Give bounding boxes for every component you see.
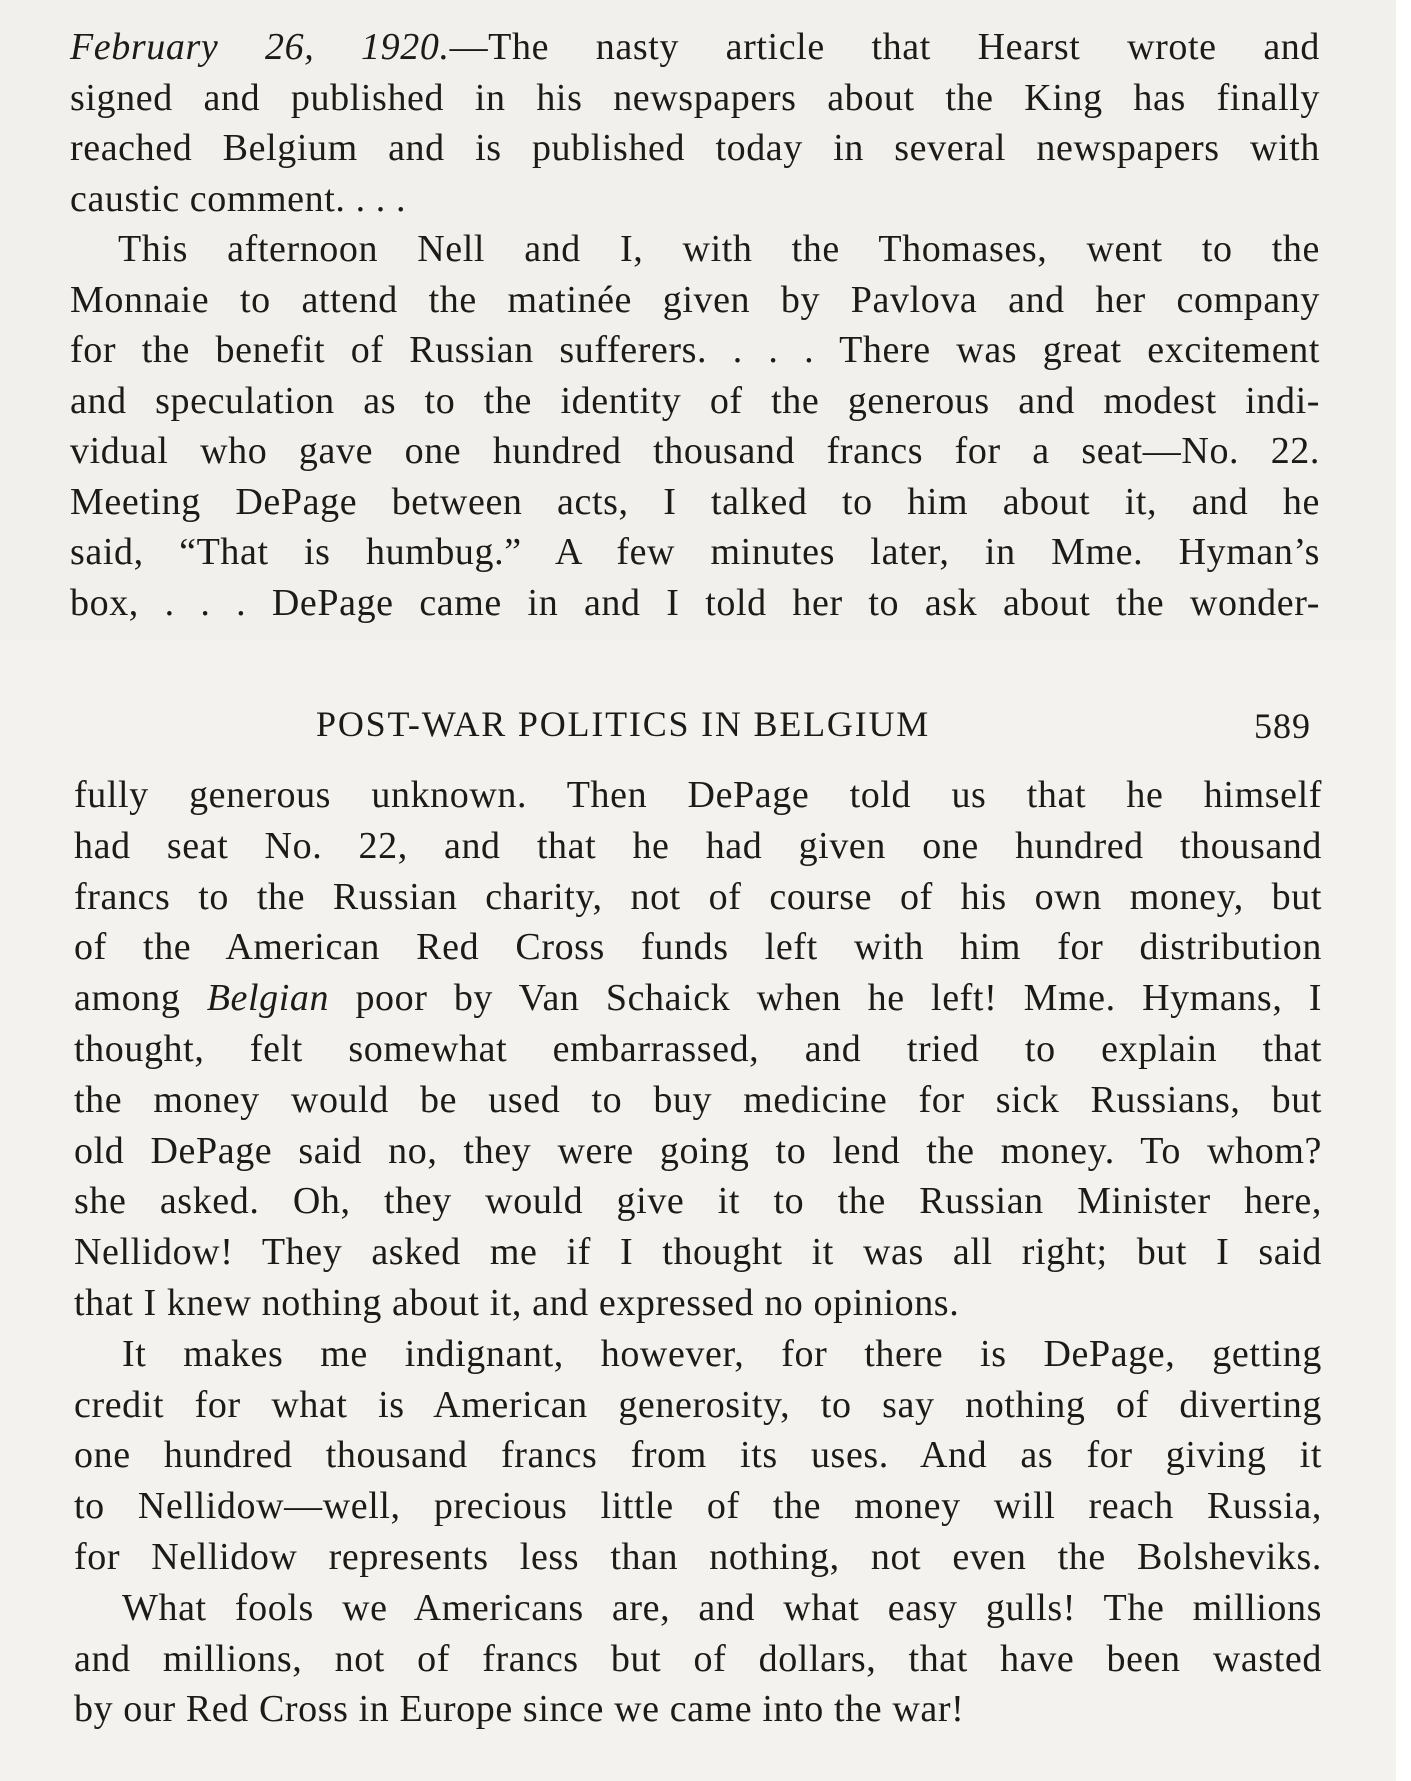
- text-line: reached Belgium and is published today in several newspapers with: [70, 127, 1320, 169]
- text-line: francs to the Russian charity, not of course of his own money, but: [74, 875, 1322, 918]
- text-line: This afternoon Nell and I, with the Thomases, went to the: [118, 228, 1320, 270]
- page-number: 589: [1254, 706, 1311, 746]
- text-line: said, “That is humbug.” A few minutes later, in Mme. Hyman’s: [70, 531, 1320, 573]
- text-line: to Nellidow—well, precious little of the money will reach Russia,: [74, 1485, 1322, 1528]
- text-line: for the benefit of Russian sufferers. . . . There was great excitement: [70, 329, 1320, 371]
- text-line: had seat No. 22, and that he had given one hundred thousand: [74, 824, 1322, 867]
- text-line: box, . . . DePage came in and I told her to ask about the wonder-: [70, 581, 1320, 624]
- text-line: thought, felt somewhat embarrassed, and tried to explain that: [74, 1027, 1322, 1070]
- diary-entry-fragment: [70, 22, 1320, 628]
- text-line: by our Red Cross in Europe since we came into the war!: [74, 1688, 965, 1731]
- text-line: she asked. Oh, they would give it to the Russian Minister here,: [74, 1180, 1322, 1223]
- text-line: of the American Red Cross funds left with him for distribution: [74, 926, 1322, 969]
- text-line: one hundred thousand francs from its uses. And as for giving it: [74, 1434, 1322, 1477]
- text-line: among Belgian poor by Van Schaick when he left! Mme. Hymans, I: [74, 977, 1322, 1020]
- text-line: It makes me indignant, however, for there is DePage, getting: [122, 1332, 1322, 1375]
- text-line: Meeting DePage between acts, I talked to him about it, and he: [70, 480, 1320, 523]
- text-line: and speculation as to the identity of the generous and modest indi-: [70, 379, 1320, 422]
- text-line: signed and published in his newspapers about the King has finally: [70, 76, 1320, 119]
- running-head-title: POST-WAR POLITICS IN BELGIUM: [316, 704, 931, 744]
- text-line: Nellidow! They asked me if I thought it was all right; but I said: [74, 1231, 1322, 1274]
- text-line: Monnaie to attend the matinée given by Pavlova and her company: [70, 278, 1320, 321]
- text-line: fully generous unknown. Then DePage told us that he himself: [74, 774, 1322, 816]
- text-line: the money would be used to buy medicine for sick Russians, but: [74, 1078, 1322, 1121]
- text-line: for Nellidow represents less than nothing, not even the Bolsheviks.: [74, 1535, 1322, 1578]
- italic-word: Belgian: [206, 977, 330, 1020]
- entry-date: February 26, 1920.: [70, 26, 450, 68]
- text-line: that I knew nothing about it, and expressed no opinions.: [74, 1281, 960, 1324]
- text-line: caustic comment. . . .: [70, 177, 407, 220]
- page-body: [74, 770, 1322, 1735]
- text-line: What fools we Americans are, and what easy gulls! The millions: [122, 1586, 1322, 1629]
- text-line: credit for what is American generosity, to say nothing of diverting: [74, 1383, 1322, 1426]
- text-line: old DePage said no, they were going to lend the money. To whom?: [74, 1129, 1322, 1172]
- text-line: vidual who gave one hundred thousand francs for a seat—No. 22.: [70, 430, 1320, 472]
- page-edge: [1396, 0, 1411, 1781]
- text-line: and millions, not of francs but of dollars, that have been wasted: [74, 1637, 1322, 1680]
- text-line: February 26, 1920.—The nasty article that Hearst wrote and: [70, 26, 1321, 68]
